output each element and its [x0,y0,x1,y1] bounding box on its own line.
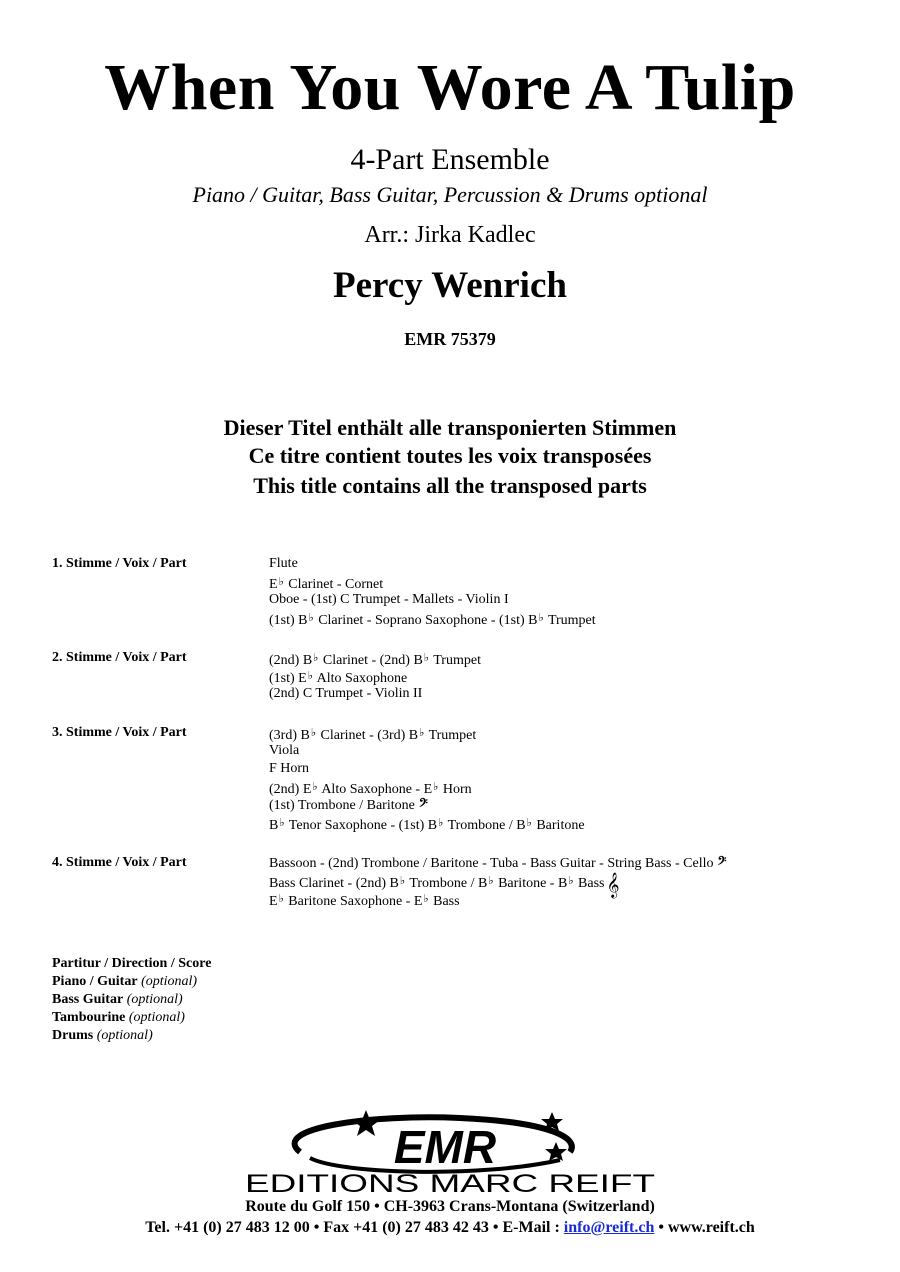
flat-sign-icon: ♭ [419,727,425,739]
instrument-line: F Horn [269,761,310,776]
logo-emr-text: EMR [393,1121,497,1173]
publisher-logo [0,1108,900,1194]
part-4-label: 4. Stimme / Voix / Part [52,855,187,870]
flat-sign-icon: ♭ [488,875,494,887]
catalog-number: EMR 75379 [404,329,496,349]
instrument-line: (2nd) E♭ Alto Saxophone - E♭ Horn [269,781,472,797]
notice-french: Ce titre contient toutes les voix transposées [248,443,652,468]
extra-item: Piano / Guitar (optional) [52,974,198,989]
instrument-line: (3rd) B♭ Clarinet - (3rd) B♭ Trumpet [269,727,477,743]
flat-sign-icon: ♭ [278,893,284,905]
part-3-instruments [269,724,585,832]
publisher-contact: Tel. +41 (0) 27 483 12 00 • Fax +41 (0) 27 483 42 43 • E-Mail : info@reift.ch • www.reift.ch [145,1219,755,1236]
extra-item: Tambourine (optional) [52,1010,185,1025]
extra-item: Drums (optional) [52,1028,153,1043]
flat-sign-icon: ♭ [423,652,429,664]
star-icon [352,1110,380,1136]
logo-subtitle-text: EDITIONS MARC REIFT [245,1170,655,1194]
flat-sign-icon: ♭ [526,817,532,829]
composer-name: Percy Wenrich [333,265,567,306]
flat-sign-icon: ♭ [538,612,544,624]
instrument-line: E♭ Clarinet - Cornet [269,576,384,592]
instrument-line: (2nd) C Trumpet - Violin II [269,686,423,701]
instrument-line: (1st) B♭ Clarinet - Soprano Saxophone - (1st) B♭ Trumpet [269,612,596,628]
flat-sign-icon: ♭ [279,817,285,829]
notice-german: Dieser Titel enthält alle transponierten Stimmen [223,415,677,440]
instrument-line: Oboe - (1st) C Trumpet - Mallets - Violin I [269,592,509,607]
part-4-instruments [269,854,727,908]
part-2-instruments [269,649,481,703]
flat-sign-icon: ♭ [433,781,439,793]
treble-clef-icon: 𝄞 [606,873,620,898]
instrument-line: (1st) E♭ Alto Saxophone [269,670,408,686]
publisher-address: Route du Golf 150 • CH-3963 Crans-Montana (Switzerland) [245,1198,655,1215]
email-link[interactable]: info@reift.ch [563,1219,655,1236]
instrument-line: E♭ Baritone Saxophone - E♭ Bass [269,893,460,909]
instrument-line: (1st) Trombone / Baritone 𝄢 [269,797,428,813]
optional-parts-list [52,955,211,1045]
instrument-line: (2nd) B♭ Clarinet - (2nd) B♭ Trumpet [269,652,481,668]
part-1-label: 1. Stimme / Voix / Part [52,556,187,571]
flat-sign-icon: ♭ [310,727,317,739]
extra-item: Partitur / Direction / Score [52,956,212,971]
flat-sign-icon: ♭ [312,781,318,793]
flat-sign-icon: ♭ [307,670,313,682]
instrument-line: Viola [269,743,300,758]
bass-clef-icon: 𝄢 [717,855,727,871]
part-2-label: 2. Stimme / Voix / Part [52,650,187,665]
arranger-line: Arr.: Jirka Kadlec [364,222,536,248]
ensemble-subtitle: 4-Part Ensemble [350,143,550,176]
page-title: When You Wore A Tulip [104,51,796,124]
flat-sign-icon: ♭ [278,576,284,588]
star-icon [545,1142,567,1161]
flat-sign-icon: ♭ [568,875,574,887]
flat-sign-icon: ♭ [423,893,429,905]
part-3-label: 3. Stimme / Voix / Part [52,725,187,740]
flat-sign-icon: ♭ [399,875,406,887]
instrumentation-line: Piano / Guitar, Bass Guitar, Percussion & Drums optional [192,182,708,207]
part-1-instruments [269,555,596,627]
instrument-line: Bass Clarinet - (2nd) B♭ Trombone / B♭ Baritone - B♭ Bass𝄞 [269,873,620,898]
bass-clef-icon: 𝄢 [418,797,428,813]
instrument-line: B♭ Tenor Saxophone - (1st) B♭ Trombone / B♭ Baritone [269,817,585,833]
flat-sign-icon: ♭ [438,817,444,829]
extra-item: Bass Guitar (optional) [52,992,183,1007]
instrument-line: Bassoon - (2nd) Trombone / Baritone - Tuba - Bass Guitar - String Bass - Cello 𝄢 [269,855,727,871]
flat-sign-icon: ♭ [313,652,319,664]
instrument-line: Flute [269,556,298,571]
flat-sign-icon: ♭ [308,612,314,624]
notice-english: This title contains all the transposed parts [253,473,647,498]
